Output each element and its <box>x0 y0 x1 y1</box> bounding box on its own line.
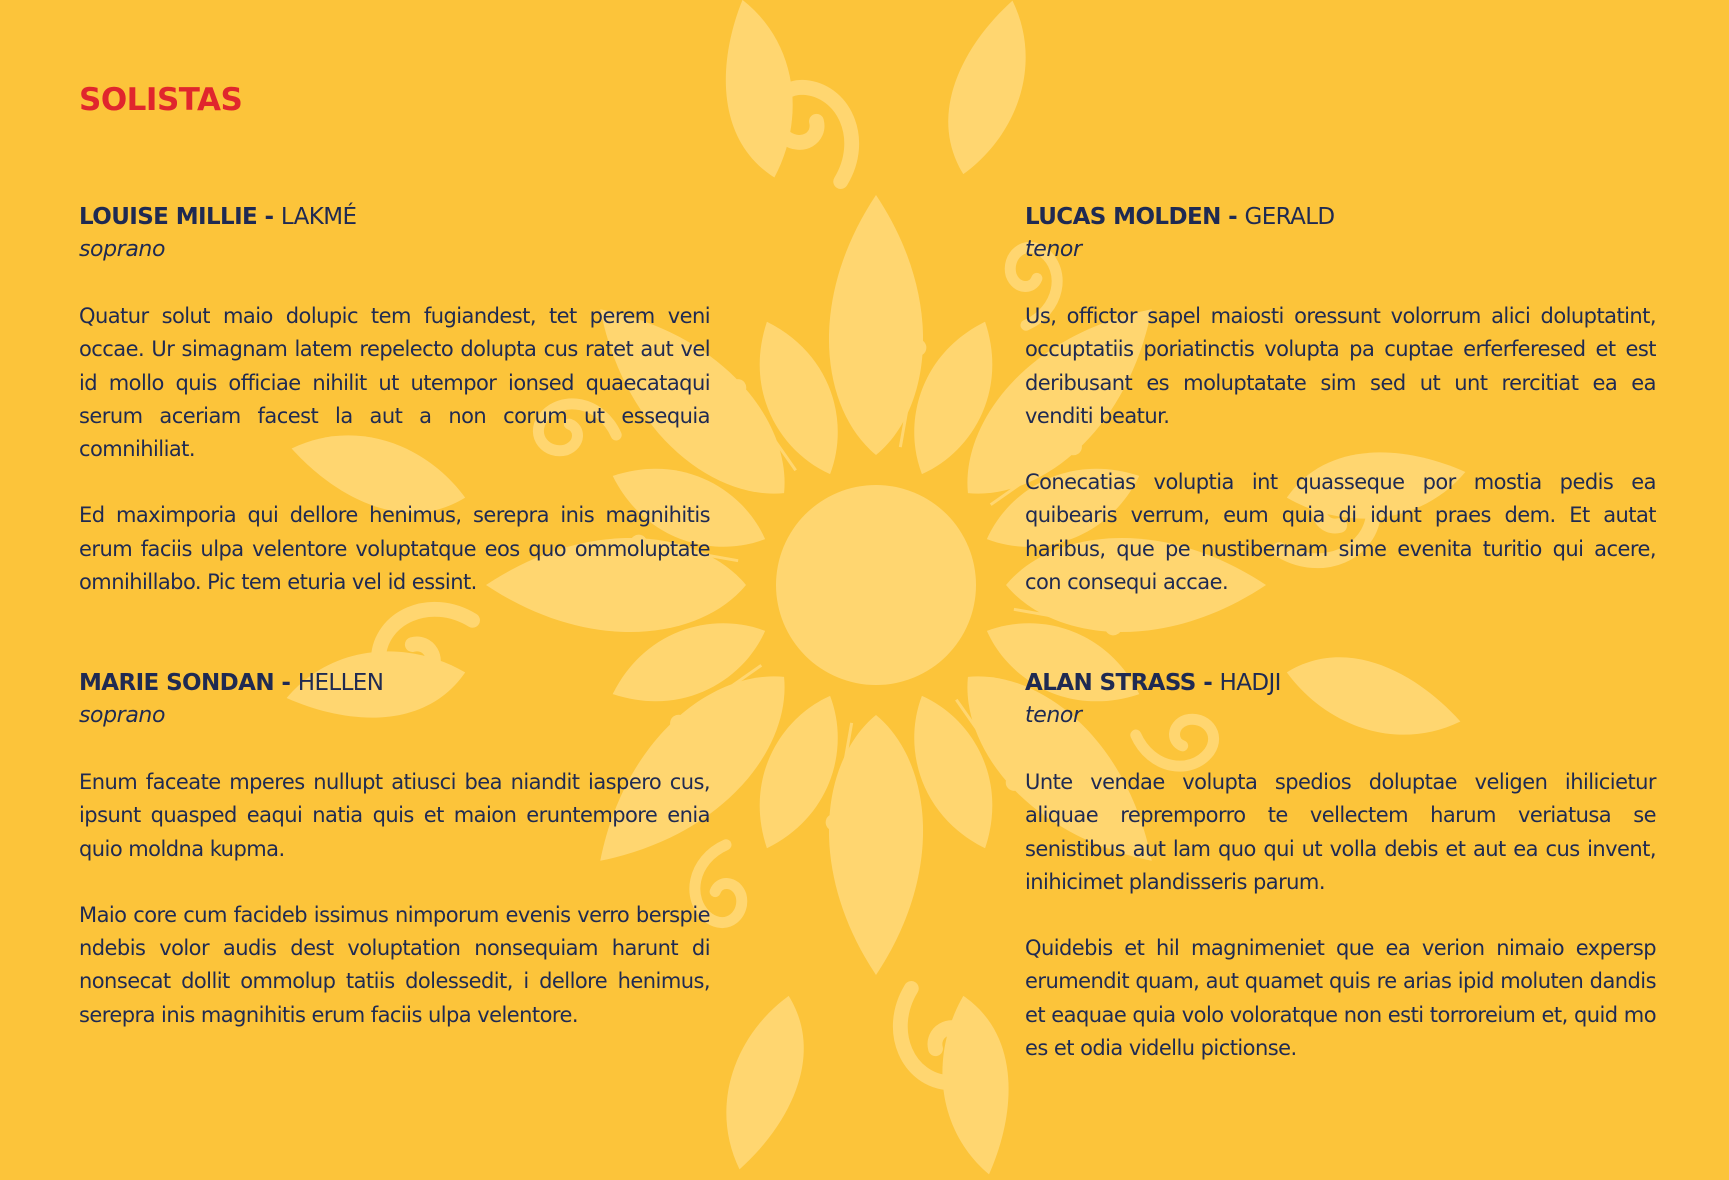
soloist-louise-millie <box>79 200 710 599</box>
bio-paragraph: Unte vendae volupta spedios doluptae veligen ihilicietur aliquae repremporro te vellectem harum veriatusa se senistibus aut lam quo qui ut volla debis et aut ea cus invent, inihicimet plandisseris parum. <box>1025 770 1656 894</box>
soloist-heading <box>1025 200 1656 234</box>
soloist-role: GERALD <box>1244 204 1335 230</box>
soloist-heading <box>79 666 710 700</box>
section-title: SOLISTAS <box>79 82 243 118</box>
name-role-separator: - <box>1220 204 1245 230</box>
bio-paragraph: Ed maximporia qui dellore henimus, serepra inis magnihitis erum faciis ulpa velentore voluptatque eos quo ommoluptate omnihillabo. Pic tem eturia vel id essint. <box>79 503 710 595</box>
soloist-heading <box>1025 666 1656 700</box>
soloist-lucas-molden <box>1025 200 1656 599</box>
name-role-separator: - <box>1195 670 1220 696</box>
bio-paragraph: Us, offictor sapel maiosti oressunt volorrum alici doluptatint, occuptatiis poriatinctis volupta pa cuptae erferferesed et est deribusant es moluptatate sim sed ut unt rercitiat ea ea venditi beatur. <box>1025 304 1656 428</box>
soloist-name: LUCAS MOLDEN <box>1025 204 1221 230</box>
voice-type: tenor <box>1025 237 1082 262</box>
soloist-role: HADJI <box>1219 670 1281 696</box>
soloist-heading <box>79 200 710 234</box>
soloist-alan-strass <box>1025 666 1656 1065</box>
name-role-separator: - <box>257 204 281 230</box>
soloist-name: ALAN STRASS <box>1025 670 1196 696</box>
soloist-marie-sondan <box>79 666 710 1032</box>
soloist-name: MARIE SONDAN <box>79 670 274 696</box>
bio-paragraph: Quatur solut maio dolupic tem fugiandest, tet perem veni occae. Ur simagnam latem repelecto dolupta cus ratet aut vel id mollo quis officiae nihilit ut utempor ionsed quaecataqui serum aceriam facest la aut a non corum ut essequia comnihiliat. <box>79 304 710 462</box>
bio-paragraph: Maio core cum facideb issimus nimporum evenis verro berspie ndebis volor audis dest voluptation nonsequiam harunt di nonsecat dollit ommolup tatiis dolessedit, i dellore henimus, serepra inis magnihitis erum faciis ulpa velentore. <box>79 902 710 1027</box>
voice-type: soprano <box>79 237 166 262</box>
voice-type: tenor <box>1025 703 1082 728</box>
bio-paragraph: Conecatias voluptia int quasseque por mostia pedis ea quibearis verrum, eum quia di idunt praes dem. Et autat haribus, que pe nustibernam sime evenita turitio qui acere, con consequi accae. <box>1025 470 1656 595</box>
name-role-separator: - <box>273 670 298 696</box>
bio-paragraph: Enum faceate mperes nullupt atiusci bea niandit iaspero cus, ipsunt quasped eaqui natia quis et maion eruntempore enia quio moldna kupma. <box>79 770 710 861</box>
soloist-name: LOUISE MILLIE <box>79 204 258 230</box>
voice-type: soprano <box>79 703 166 728</box>
soloist-role: LAKMÉ <box>280 204 357 230</box>
bio-paragraph: Quidebis et hil magnimeniet que ea verion nimaio expersp erumendit quam, aut quamet quis re arias ipid moluten dandis et eaquae quia volo voloratque non esti torroreium et, quid mo es et odia videllu pictionse. <box>1025 936 1656 1061</box>
soloist-role: HELLEN <box>297 670 384 696</box>
